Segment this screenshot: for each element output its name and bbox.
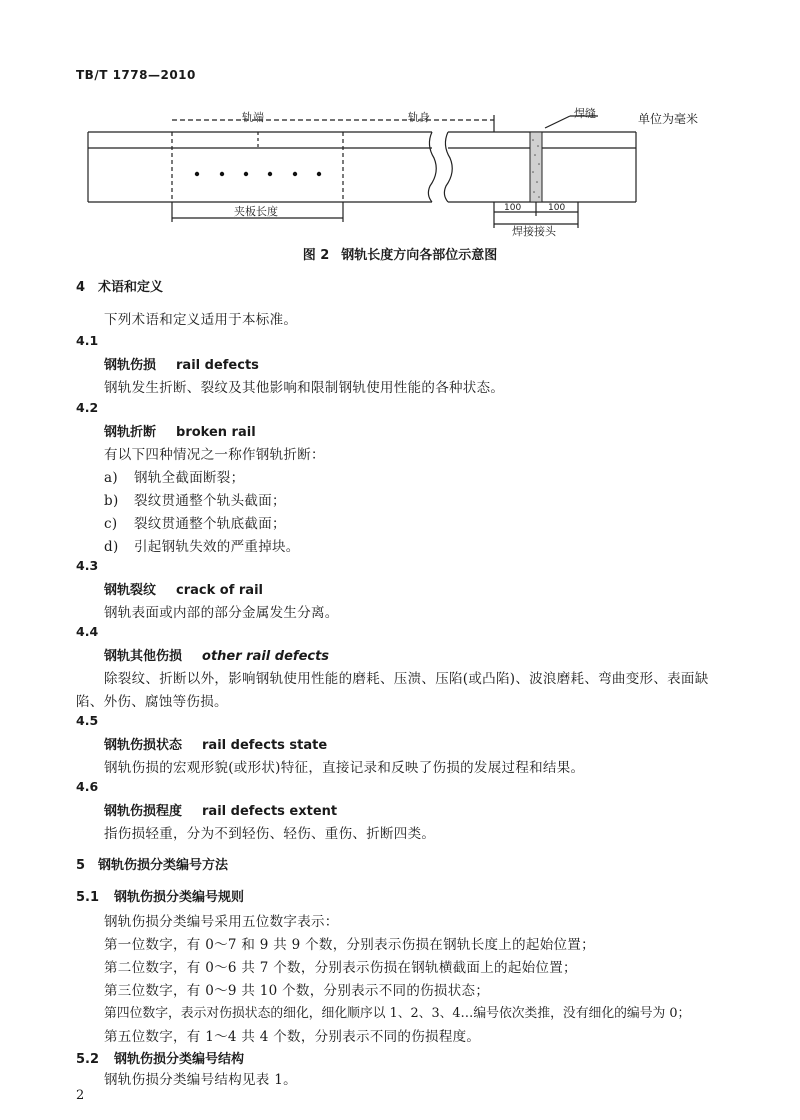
unit-label: 单位为毫米 xyxy=(638,112,699,126)
subsection-title: 钢轨伤损分类编号规则 xyxy=(114,890,245,905)
section-number: 5 xyxy=(76,858,86,873)
term-en: rail defects extent xyxy=(202,804,338,819)
section-number: 4 xyxy=(76,280,86,295)
list-label: a) xyxy=(104,470,118,486)
subsection-5-2-heading xyxy=(76,1048,244,1067)
dim-left: 100 xyxy=(504,203,522,213)
term-zh: 钢轨伤损程度 xyxy=(104,804,183,819)
term-zh: 钢轨折断 xyxy=(104,425,157,440)
section-4-heading xyxy=(76,276,163,295)
term-definition-line-1: 除裂纹、折断以外，影响钢轨使用性能的磨耗、压溃、压陷(或凸陷)、波浪磨耗、弯曲变形、表面缺 xyxy=(104,671,709,687)
label-splice-length: 夹板长度 xyxy=(234,205,278,218)
structure-reference: 钢轨伤损分类编号结构见表 1。 xyxy=(104,1072,297,1088)
term-heading xyxy=(104,421,256,440)
subsection-number: 5.1 xyxy=(76,890,100,905)
clause-number: 4.2 xyxy=(76,400,99,415)
clause-number: 4.1 xyxy=(76,333,99,348)
term-definition: 钢轨发生折断、裂纹及其他影响和限制钢轨使用性能的各种状态。 xyxy=(104,380,505,396)
list-text: 引起钢轨失效的严重掉块。 xyxy=(134,539,300,555)
list-item xyxy=(104,466,244,486)
standard-code-header: TB/T 1778—2010 xyxy=(76,68,196,82)
clause-number: 4.4 xyxy=(76,624,99,639)
term-en: other rail defects xyxy=(202,649,330,664)
term-en: crack of rail xyxy=(176,583,263,598)
dim-right: 100 xyxy=(548,203,566,213)
label-weld: 焊缝 xyxy=(574,107,596,120)
term-definition: 指伤损轻重，分为不到轻伤、轻伤、重伤、折断四类。 xyxy=(104,826,436,842)
caption-text: 钢轨长度方向各部位示意图 xyxy=(341,248,498,263)
section-5-heading xyxy=(76,854,228,873)
label-rail-end: 轨端 xyxy=(242,111,264,124)
term-heading xyxy=(104,645,329,664)
figure-caption xyxy=(0,244,800,263)
term-zh: 钢轨其他伤损 xyxy=(104,649,183,664)
term-definition: 钢轨表面或内部的部分金属发生分离。 xyxy=(104,605,339,621)
term-zh: 钢轨伤损状态 xyxy=(104,738,183,753)
list-text: 钢轨全截面断裂； xyxy=(134,470,245,486)
clause-number: 4.5 xyxy=(76,713,99,728)
list-item xyxy=(104,512,286,532)
term-en: broken rail xyxy=(176,425,256,440)
subsection-number: 5.2 xyxy=(76,1052,100,1067)
section-title: 钢轨伤损分类编号方法 xyxy=(98,858,229,873)
term-heading xyxy=(104,579,263,598)
list-label: c) xyxy=(104,516,118,532)
list-label: d) xyxy=(104,539,119,555)
clause-number: 4.6 xyxy=(76,779,99,794)
rule-line: 第三位数字，有 0～9 共 10 个数，分别表示不同的伤损状态； xyxy=(104,983,490,999)
term-en: rail defects state xyxy=(202,738,328,753)
label-weld-joint: 焊接接头 xyxy=(512,225,556,238)
term-definition: 钢轨伤损的宏观形貌(或形状)特征，直接记录和反映了伤损的发展过程和结果。 xyxy=(104,760,585,776)
list-text: 裂纹贯通整个轨头截面； xyxy=(134,493,286,509)
list-text: 裂纹贯通整个轨底截面； xyxy=(134,516,286,532)
list-item xyxy=(104,489,286,509)
label-rail-body: 轨身 xyxy=(408,111,430,124)
subsection-5-1-heading xyxy=(76,886,244,905)
rule-line: 第二位数字，有 0～6 共 7 个数，分别表示伤损在钢轨横截面上的起始位置； xyxy=(104,960,577,976)
term-zh: 钢轨伤损 xyxy=(104,358,157,373)
rule-line: 第五位数字，有 1～4 共 4 个数，分别表示不同的伤损程度。 xyxy=(104,1029,481,1045)
list-item xyxy=(104,535,300,555)
rule-line: 钢轨伤损分类编号采用五位数字表示： xyxy=(104,914,339,930)
term-zh: 钢轨裂纹 xyxy=(104,583,157,598)
section-4-intro: 下列术语和定义适用于本标准。 xyxy=(104,312,298,328)
clause-number: 4.3 xyxy=(76,558,99,573)
term-en: rail defects xyxy=(176,358,259,373)
section-title: 术语和定义 xyxy=(98,280,164,295)
page-number: 2 xyxy=(76,1088,85,1103)
term-definition: 有以下四种情况之一称作钢轨折断： xyxy=(104,447,325,463)
term-heading xyxy=(104,354,259,373)
rule-line: 第四位数字，表示对伤损状态的细化，细化顺序以 1、2、3、4…编号依次类推，没有细化的编号为 0； xyxy=(104,1006,691,1021)
term-heading xyxy=(104,734,327,753)
caption-number: 图 2 xyxy=(302,248,330,263)
term-definition-line-2: 陷、外伤、腐蚀等伤损。 xyxy=(76,694,228,710)
list-label: b) xyxy=(104,493,119,509)
rule-line: 第一位数字，有 0～7 和 9 共 9 个数，分别表示伤损在钢轨长度上的起始位置； xyxy=(104,937,595,953)
subsection-title: 钢轨伤损分类编号结构 xyxy=(114,1052,245,1067)
term-heading xyxy=(104,800,337,819)
